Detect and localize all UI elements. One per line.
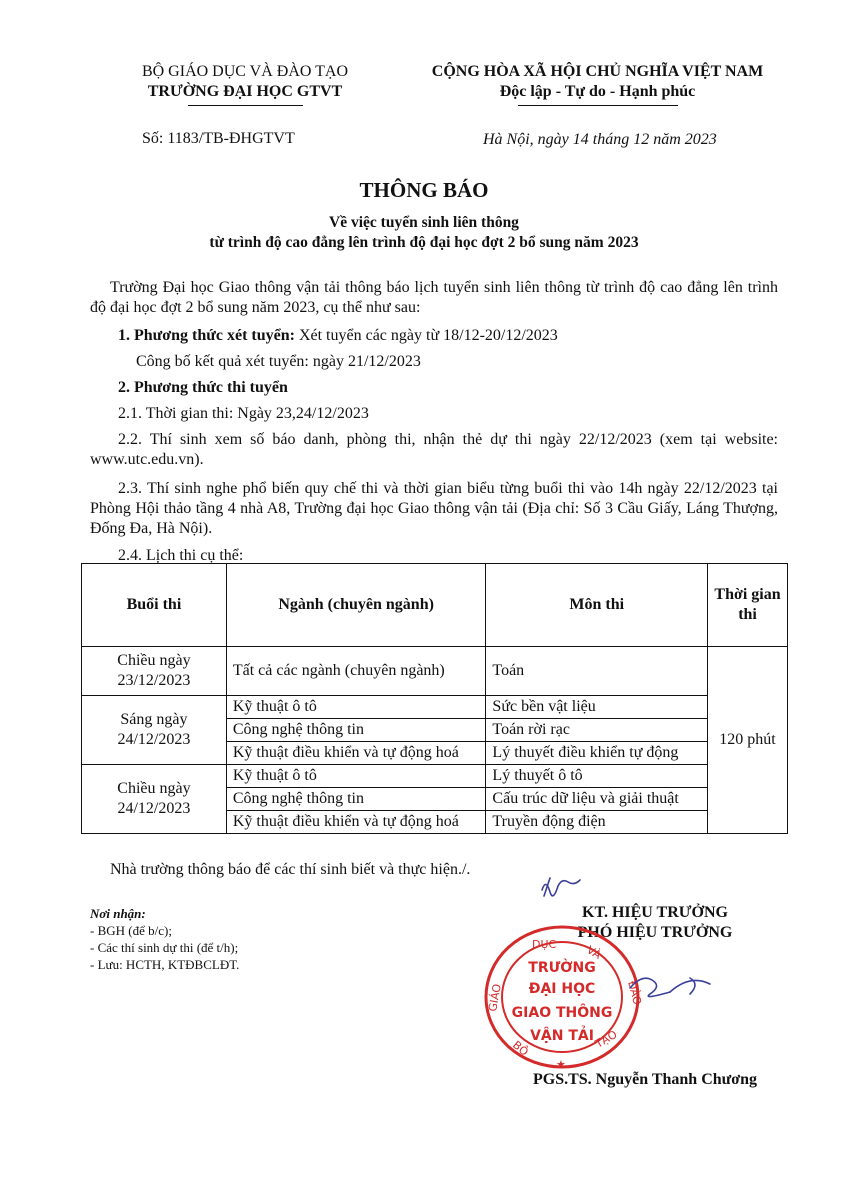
number-suffix: /TB-ĐHGTVT <box>198 130 295 147</box>
handwritten-signature <box>520 870 760 1050</box>
section-2-2: 2.2. Thí sinh xem số báo danh, phòng thi, nhận thẻ dự thi ngày 22/12/2023 (xem tại website: www.utc.edu.vn). <box>90 431 778 468</box>
signature-title-1: KT. HIỆU TRƯỞNG <box>582 904 728 921</box>
svg-text:BỘ: BỘ <box>510 1038 531 1059</box>
header-major: Ngành (chuyên ngành) <box>226 564 486 647</box>
svg-text:VÀ: VÀ <box>584 943 604 962</box>
header-rule <box>188 105 303 106</box>
motto-rule <box>518 105 678 106</box>
session-cell: Chiều ngày 23/12/2023 <box>82 647 227 696</box>
recipient-item: - Các thí sinh dự thi (để t/h); <box>90 940 239 955</box>
nation-name: CỘNG HÒA XÃ HỘI CHỦ NGHĨA VIỆT NAM <box>431 63 764 80</box>
document-subtitle <box>0 213 848 253</box>
major-cell: Công nghệ thông tin <box>226 788 486 811</box>
recipients-heading: Nơi nhận: <box>90 906 146 921</box>
ministry-name: BỘ GIÁO DỤC VÀ ĐÀO TẠO <box>141 63 349 80</box>
recipient-item: - BGH (để b/c); <box>90 923 172 938</box>
national-motto: Độc lập - Tự do - Hạnh phúc <box>499 83 696 100</box>
subject-cell: Lý thuyết điều khiển tự động <box>486 742 708 765</box>
svg-text:GIÁO: GIÁO <box>486 982 504 1013</box>
stamp-line-2: ĐẠI HỌC <box>528 981 596 997</box>
section-2-4: 2.4. Lịch thi cụ thể: <box>118 547 244 564</box>
closing-line: Nhà trường thông báo để các thí sinh biết và thực hiện./. <box>110 861 471 878</box>
recipients-block <box>90 905 239 973</box>
stamp-line-3: GIAO THÔNG <box>511 1005 613 1021</box>
document-title: THÔNG BÁO <box>359 178 489 202</box>
table-row <box>82 765 788 788</box>
school-name: TRƯỜNG ĐẠI HỌC GTVT <box>147 83 343 100</box>
signature-title-2: PHÓ HIỆU TRƯỞNG <box>577 924 733 941</box>
section-1-text: Xét tuyển các ngày từ 18/12-20/12/2023 <box>294 327 558 344</box>
table-row <box>82 647 788 696</box>
subject-cell: Truyền động điện <box>486 811 708 834</box>
header-subject: Môn thi <box>486 564 708 647</box>
major-cell: Kỹ thuật ô tô <box>226 696 486 719</box>
section-1-label: 1. Phương thức xét tuyển: <box>118 327 295 344</box>
subtitle-line-2: từ trình độ cao đẳng lên trình độ đại học đợt 2 bổ sung năm 2023 <box>209 234 639 251</box>
signer-name: PGS.TS. Nguyễn Thanh Chương <box>532 1071 758 1088</box>
table-row <box>82 696 788 719</box>
svg-text:ĐÀO: ĐÀO <box>625 979 644 1007</box>
section-1-result: Công bố kết quả xét tuyển: ngày 21/12/2023 <box>136 353 421 370</box>
issuing-authority <box>110 62 380 106</box>
stamp-line-4: VẬN TẢI <box>530 1028 594 1044</box>
session-cell: Chiều ngày 24/12/2023 <box>82 765 227 834</box>
number-label: Số: <box>142 130 164 147</box>
svg-text:★: ★ <box>556 1058 566 1071</box>
national-header <box>405 62 790 106</box>
recipient-item: - Lưu: HCTH, KTĐBCLĐT. <box>90 957 240 972</box>
number-value: 1183 <box>167 130 199 147</box>
session-cell: Sáng ngày 24/12/2023 <box>82 696 227 765</box>
document-number <box>142 130 295 148</box>
section-2-1: 2.1. Thời gian thi: Ngày 23,24/12/2023 <box>118 405 369 422</box>
subtitle-line-1: Về việc tuyển sinh liên thông <box>329 214 519 231</box>
section-2-3: 2.3. Thí sinh nghe phổ biến quy chế thi và thời gian biểu từng buổi thi vào 14h ngày 22/12/2023 tại Phòng Hội thảo tầng 4 nhà A8, Trường đại học Giao thông vận tải (Địa chỉ: Số 3 Cầu Giấy, Láng Thượng, Đống Đa, Hà Nội). <box>90 480 778 537</box>
header-session: Buổi thi <box>82 564 227 647</box>
subject-cell: Toán <box>486 647 708 696</box>
major-cell: Tất cả các ngành (chuyên ngành) <box>226 647 486 696</box>
document-date: Hà Nội, ngày 14 tháng 12 năm 2023 <box>483 131 717 148</box>
duration-cell: 120 phút <box>708 647 788 834</box>
subject-cell: Lý thuyết ô tô <box>486 765 708 788</box>
subject-cell: Cấu trúc dữ liệu và giải thuật <box>486 788 708 811</box>
major-cell: Kỹ thuật điều khiển và tự động hoá <box>226 742 486 765</box>
section-1 <box>118 326 778 346</box>
exam-schedule-table <box>81 563 788 834</box>
stamp-line-1: TRƯỜNG <box>528 960 596 976</box>
subject-cell: Sức bền vật liệu <box>486 696 708 719</box>
table-header-row <box>82 564 788 647</box>
major-cell: Công nghệ thông tin <box>226 719 486 742</box>
intro-paragraph: Trường Đại học Giao thông vận tải thông báo lịch tuyển sinh liên thông từ trình độ cao đẳng lên trình độ đại học đợt 2 bổ sung năm 2023, cụ thể như sau: <box>90 279 778 316</box>
subject-cell: Toán rời rạc <box>486 719 708 742</box>
svg-text:TẠO: TẠO <box>593 1027 620 1051</box>
major-cell: Kỹ thuật điều khiển và tự động hoá <box>226 811 486 834</box>
header-duration: Thời gian thi <box>708 564 788 647</box>
section-2-label: 2. Phương thức thi tuyển <box>118 379 288 396</box>
major-cell: Kỹ thuật ô tô <box>226 765 486 788</box>
svg-text:DỤC: DỤC <box>532 938 557 951</box>
